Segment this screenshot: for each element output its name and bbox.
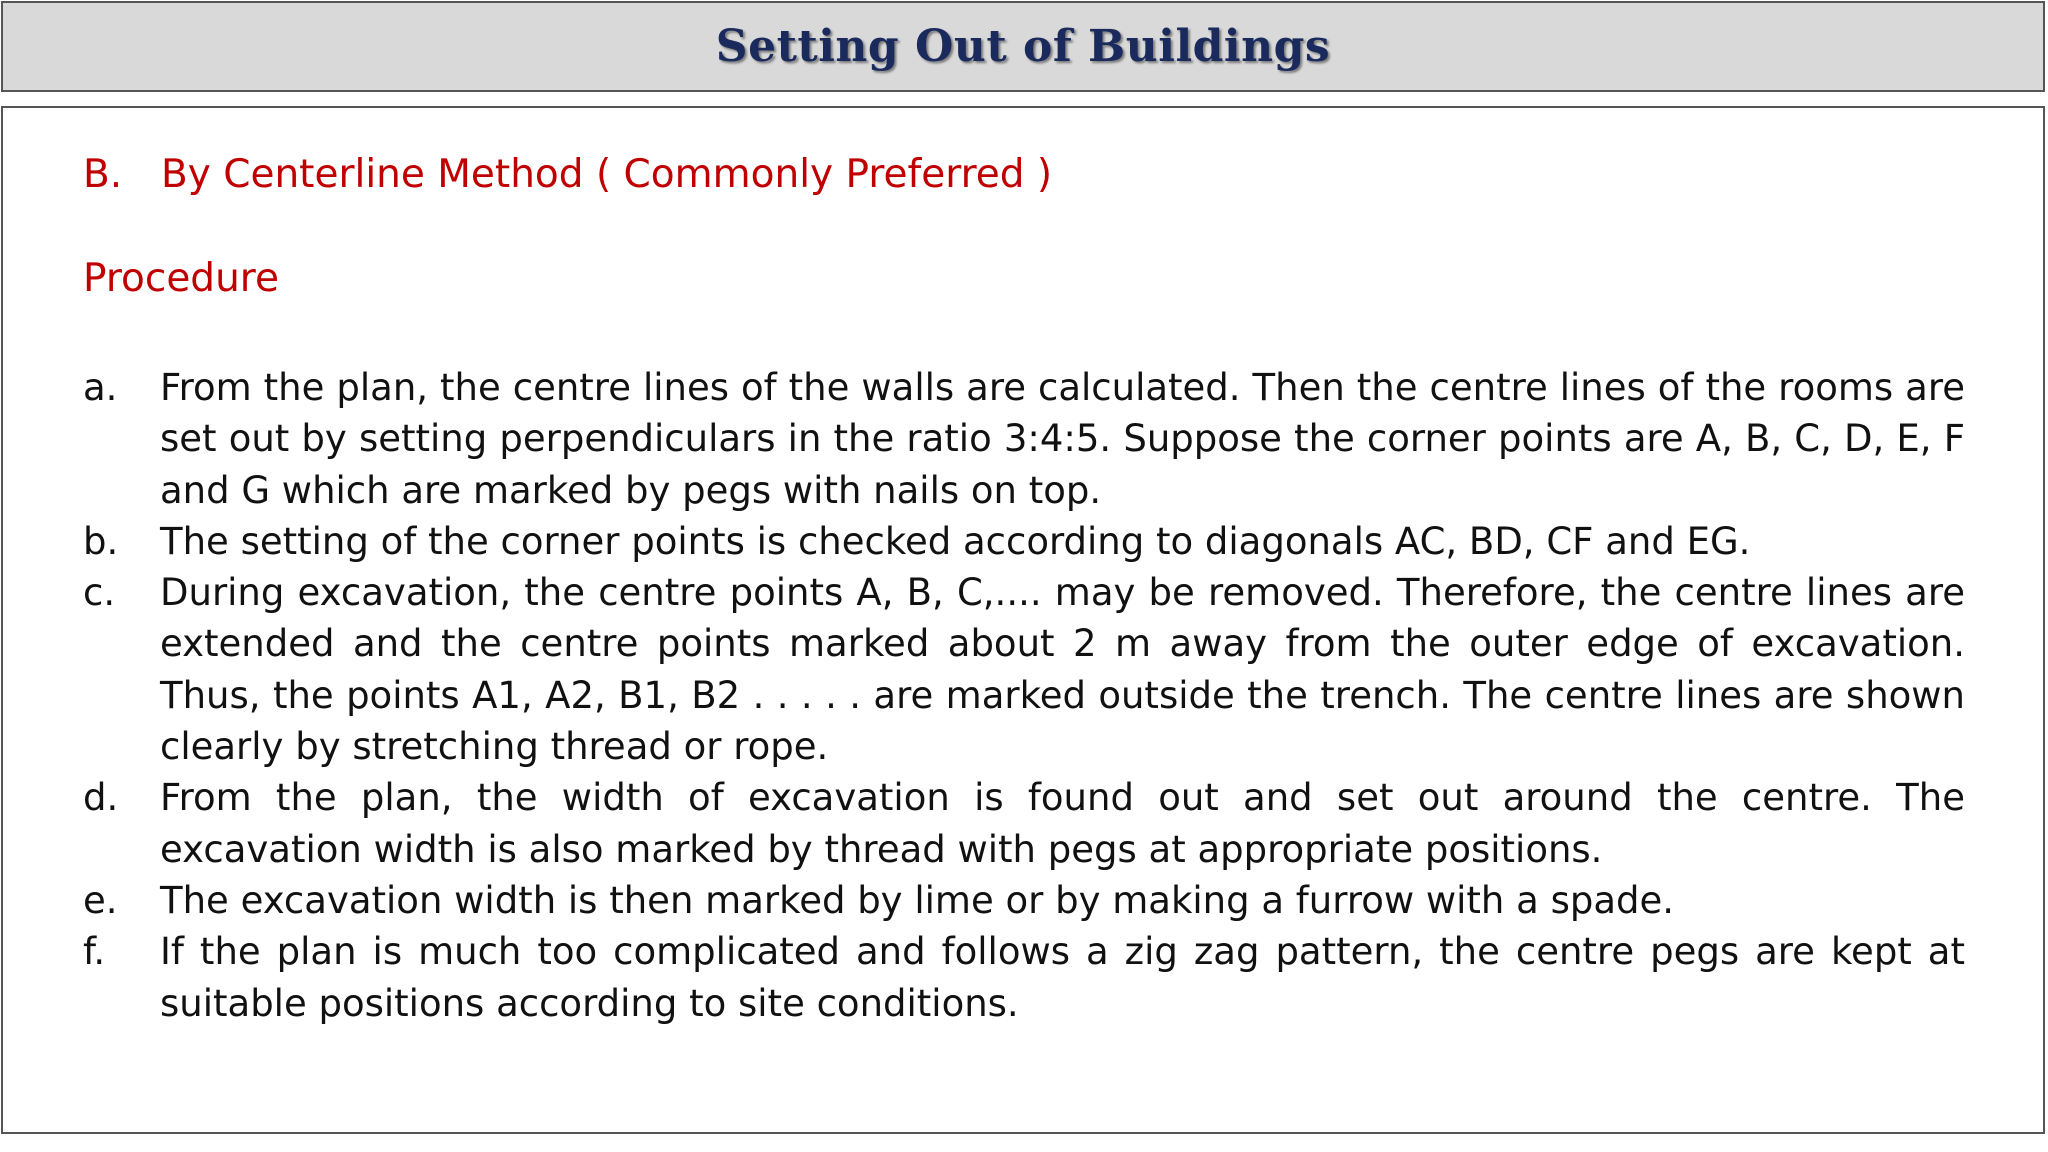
step-marker: a. (83, 366, 118, 409)
page-title: Setting Out of Buildings (715, 21, 1331, 72)
title-bar (1, 1, 2045, 92)
step-text: From the plan, the centre lines of the walls are calculated. Then the centre lines of the rooms are set out by setting perpendiculars in the ratio 3:4:5. Suppose the corner points are A, B, C, D, E, F and G which are marked by pegs with nails on top. (160, 366, 1965, 512)
step-text: The setting of the corner points is checked according to diagonals AC, BD, CF and EG. (160, 519, 1751, 563)
step-marker: c. (83, 571, 116, 615)
step-item (83, 567, 1965, 772)
step-marker: e. (83, 878, 118, 922)
step-marker: d. (83, 776, 119, 820)
step-text: From the plan, the width of excavation is found out and set out around the centre. The excavation width is also marked by thread with pegs at appropriate positions. (160, 776, 1965, 871)
section-letter: B. (83, 152, 123, 197)
step-text: The excavation width is then marked by lime or by making a furrow with a spade. (160, 878, 1675, 922)
section-heading-text: By Centerline Method ( Commonly Preferred ) (161, 152, 1053, 197)
procedure-label: Procedure (83, 256, 279, 301)
section-heading (83, 152, 1052, 197)
step-marker: f. (83, 930, 106, 974)
step-marker: b. (83, 519, 119, 563)
step-item (83, 875, 1965, 926)
step-item (83, 926, 1965, 1029)
step-item (83, 516, 1965, 567)
step-item (83, 362, 1965, 516)
step-item (83, 772, 1965, 875)
step-text: During excavation, the centre points A, B, C,.... may be removed. Therefore, the centre lines are extended and the centre points marked about 2 m away from the outer edge of excavation. Thus, the points A1, A2, B1, B2 . . . . . are marked outside the trench. The centre lines are shown clearly by stretching thread or rope. (160, 571, 1965, 769)
step-text: If the plan is much too complicated and follows a zig zag pattern, the centre pegs are kept at suitable positions according to site conditions. (160, 930, 1965, 1025)
procedure-steps (83, 362, 1965, 1029)
